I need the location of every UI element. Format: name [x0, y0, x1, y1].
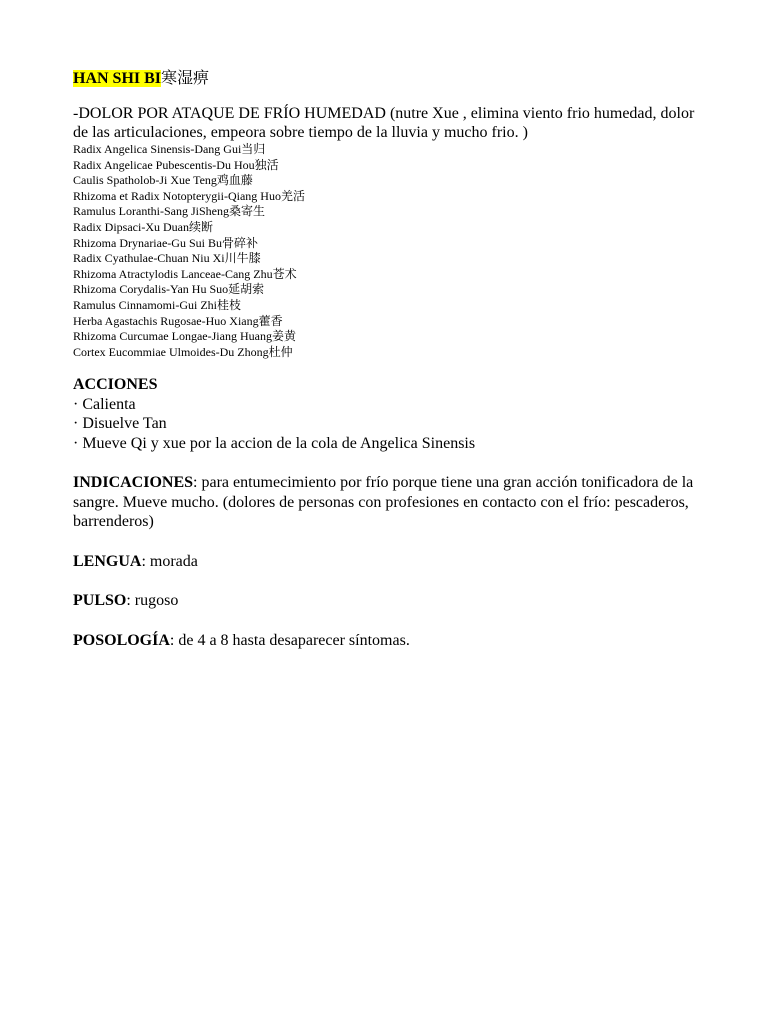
- lengua-label: LENGUA: [73, 552, 142, 570]
- herb-item: Radix Dipsaci-Xu Duan续断: [73, 219, 213, 234]
- herb-item: Radix Angelicae Pubescentis-Du Hou独活: [73, 157, 279, 172]
- formula-title: [73, 68, 713, 90]
- herb-item: Cortex Eucommiae Ulmoides-Du Zhong杜仲: [73, 344, 293, 359]
- accion-item: · Calienta: [73, 395, 136, 413]
- posologia-label: POSOLOGÍA: [73, 631, 170, 649]
- accion-item: · Mueve Qi y xue por la accion de la cola de Angelica Sinensis: [73, 434, 476, 452]
- lengua-text: : morada: [141, 552, 198, 570]
- acciones-list: [73, 395, 713, 454]
- posologia-text: : de 4 a 8 hasta desaparecer síntomas.: [169, 631, 410, 649]
- intro-paragraph: -DOLOR POR ATAQUE DE FRÍO HUMEDAD (nutre Xue , elimina viento frio humedad, dolor de las articulaciones, empeora sobre tiempo de la lluvia y mucho frio. ): [73, 105, 695, 141]
- formula-chinese-name: 寒湿痹: [161, 70, 210, 87]
- posologia-paragraph: [73, 631, 713, 651]
- herb-item: Ramulus Cinnamomi-Gui Zhi桂枝: [73, 297, 241, 312]
- herb-item: Rhizoma Curcumae Longae-Jiang Huang姜黄: [73, 329, 296, 344]
- accion-item: · Disuelve Tan: [73, 415, 167, 433]
- herb-item: Radix Angelica Sinensis-Dang Gui当归: [73, 142, 266, 156]
- herb-item: Radix Cyathulae-Chuan Niu Xi川牛膝: [73, 251, 261, 266]
- herb-item: Rhizoma Drynariae-Gu Sui Bu骨碎补: [73, 235, 258, 250]
- lengua-paragraph: [73, 552, 713, 572]
- pulso-label: PULSO: [73, 592, 127, 610]
- acciones-heading: ACCIONES: [73, 376, 158, 394]
- indicaciones-paragraph: [73, 473, 713, 532]
- herb-item: Herba Agastachis Rugosae-Huo Xiang藿香: [73, 313, 283, 328]
- formula-name-highlighted: HAN SHI BI: [73, 70, 162, 87]
- document-page: [73, 68, 713, 650]
- herb-item: Rhizoma Atractylodis Lanceae-Cang Zhu苍术: [73, 266, 297, 281]
- herb-item: Caulis Spatholob-Ji Xue Teng鸡血藤: [73, 173, 253, 188]
- herb-list: [73, 142, 713, 360]
- pulso-paragraph: [73, 591, 713, 611]
- indicaciones-label: INDICACIONES: [73, 474, 194, 492]
- herb-item: Rhizoma Corydalis-Yan Hu Suo延胡索: [73, 282, 265, 297]
- pulso-text: : rugoso: [126, 592, 179, 610]
- herb-item: Rhizoma et Radix Notopterygii-Qiang Huo羌活: [73, 188, 305, 203]
- herb-item: Ramulus Loranthi-Sang JiSheng桑寄生: [73, 204, 265, 219]
- indicaciones-text: : para entumecimiento por frío porque tiene una gran acción tonificadora de la sangre. Mueve mucho. (dolores de personas con profesiones en contacto con el frío: pescaderos, barrenderos): [73, 474, 694, 531]
